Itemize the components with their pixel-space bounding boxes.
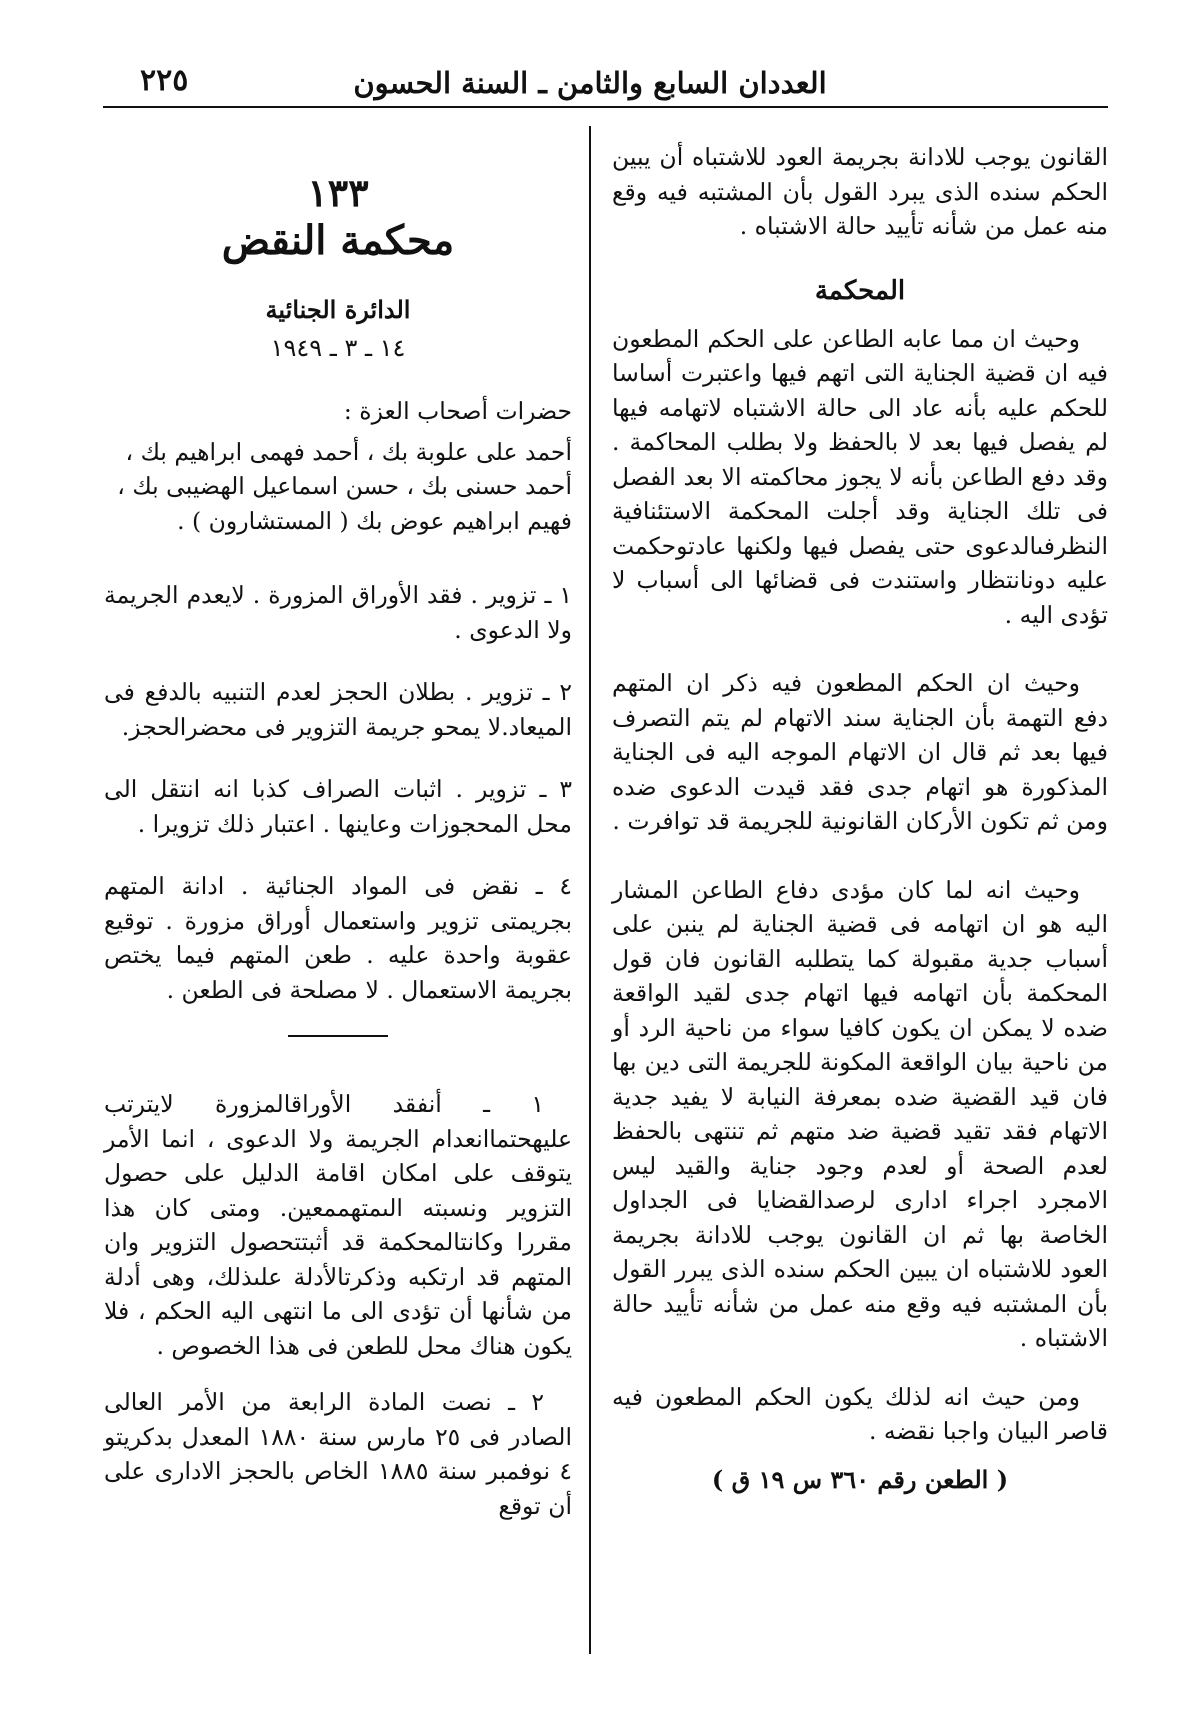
headnote: ٣ ـ تزوير . اثبات الصراف كذبا انه انتقل الى محل المحجوزات وعاينها . اعتبار ذلك تزويرا . [104, 775, 572, 838]
court-paragraph: وحيث ان مما عابه الطاعن على الحكم المطعون فيه ان قضية الجناية التى اتهم فيها واعتبرت أساسا للحكم عليه بأنه عاد الى حالة الاشتباه لاتهامه فيها لم يفصل فيها بعد لا بالحفظ ولا بطلب المحاكمة . وقد دفع الطاعن بأنه لا يجوز محاكمته الا بعد الفصل فى تلك الجناية وقد أجلت المحكمة الاستئنافية النظرفىالدعوى حتى يفصل فيها ولكنها عادتوحكمت عليه دونانتظار واستندت فى قضائها الى أسباب لا تؤدى اليه . [612, 324, 1108, 629]
member-line: فهيم ابراهيم عوض بك ( المستشارون ) . [177, 506, 572, 535]
section-separator [288, 1035, 388, 1037]
header-rule [103, 106, 1108, 108]
headnote: ١ ـ تزوير . فقد الأوراق المزورة . لايعدم الجريمة ولا الدعوى . [104, 581, 572, 644]
court-heading: المحكمة [814, 275, 906, 306]
legal-principle: ٢ ـ نصت المادة الرابعة من الأمر العالى الصادر فى ٢٥ مارس سنة ١٨٨٠ المعدل بدكريتو ٤ نوفمبر سنة ١٨٨٥ الخاص بالحجز الادارى على أن توقع [104, 1388, 572, 1520]
court-name: محكمة النقض [221, 217, 455, 264]
circuit-name: الدائرة الجنائية [265, 295, 411, 324]
right-intro-text: القانون يوجب للادانة بجريمة العود للاشتباه أن يبين الحكم سنده الذى يبرد القول بأن المشتبه فيه وقع منه عمل من شأنه تأييد حالة الاشتباه . [612, 143, 1108, 240]
left-column [104, 170, 572, 1523]
headnote: ٤ ـ نقض فى المواد الجنائية . ادانة المتهم بجريمتى تزوير واستعمال أوراق مزورة . توقيع عقوبة واحدة عليه . طعن المتهم فيما يختص بجريمة الاستعمال . لا مصلحة فى الطعن . [104, 872, 572, 1004]
page-header-title: العددان السابع والثامن ـ السنة الحسون [353, 66, 827, 100]
page-number: ٢٢٥ [140, 63, 189, 98]
column-divider [589, 126, 591, 1654]
member-line: أحمد على علوبة بك ، أحمد فهمى ابراهيم بك ، [125, 437, 572, 466]
right-column [612, 140, 1108, 1497]
court-paragraph: وحيث ان الحكم المطعون فيه ذكر ان المتهم دفع التهمة بأن الجناية سند الاتهام لم يتم التصرف فيها بعد ثم قال ان الاتهام الموجه اليه فى الجناية المذكورة هو اتهام جدى فقد قيدت الدعوى ضده ومن ثم تكون الأركان القانونية للجريمة قد توافرت . [612, 669, 1108, 835]
headnote: ٢ ـ تزوير . بطلان الحجز لعدم التنبيه بالدفع فى الميعاد.لا يمحو جريمة التزوير فى محضرالحجز. [104, 678, 572, 741]
case-number: ١٣٣ [307, 170, 369, 215]
legal-principle: ١ ـ أنفقد الأوراقالمزورة لايترتب عليهحتماانعدام الجريمة ولا الدعوى ، انما الأمر يتوقف على امكان اقامة الدليل على حصول التزوير ونسبته الىمتهممعين. ومتى كان هذا مقررا وكانتالمحكمة قد أثبتتحصول التزوير وان المتهم قد ارتكبه وذكرتالأدلة علىذلك، وهى أدلة من شأنها أن تؤدى الى ما انتهى اليه الحكم ، فلا يكون هناك محل للطعن فى هذا الخصوص . [104, 1090, 572, 1360]
court-paragraph: ومن حيث انه لذلك يكون الحكم المطعون فيه قاصر البيان واجبا نقضه . [612, 1382, 1108, 1445]
court-paragraph: وحيث انه لما كان مؤدى دفاع الطاعن المشار اليه هو ان اتهامه فى قضية الجناية لم ينبن على أسباب جدية مقبولة كما يتطلبه القانون فان قول المحكمة بأن اتهامه فيها اتهام جدى لقيد الواقعة ضده لا يمكن ان يكون كافيا سواء من ناحية الرد أو من ناحية بيان الواقعة المكونة للجريمة التى دين بها فان قيد القضية ضده بمعرفة النيابة لا يفيد جدية الاتهام فقد تقيد قضية ضد متهم ثم تنتهى بالحفظ لعدم الصحة أو لعدم وجود جناية والقيد ليس الامجرد اجراء ادارى لرصدالقضايا فى الجداول الخاصة بها ثم ان القانون يوجب للادانة بجريمة العود للاشتباه ان يبين الحكم سنده الذى يبرر القول بأن المشتبه فيه وقع منه عمل من شأنه تأييد حالة الاشتباه . [612, 875, 1108, 1352]
member-line: أحمد حسنى بك ، حسن اسماعيل الهضيبى بك ، [117, 472, 572, 500]
session-date: ١٤ ـ ٣ ـ ١٩٤٩ [270, 334, 406, 362]
case-citation: ( الطعن رقم ٣٦٠ س ١٩ ق ) [711, 1464, 1009, 1494]
members-intro: حضرات أصحاب العزة : [343, 397, 572, 425]
